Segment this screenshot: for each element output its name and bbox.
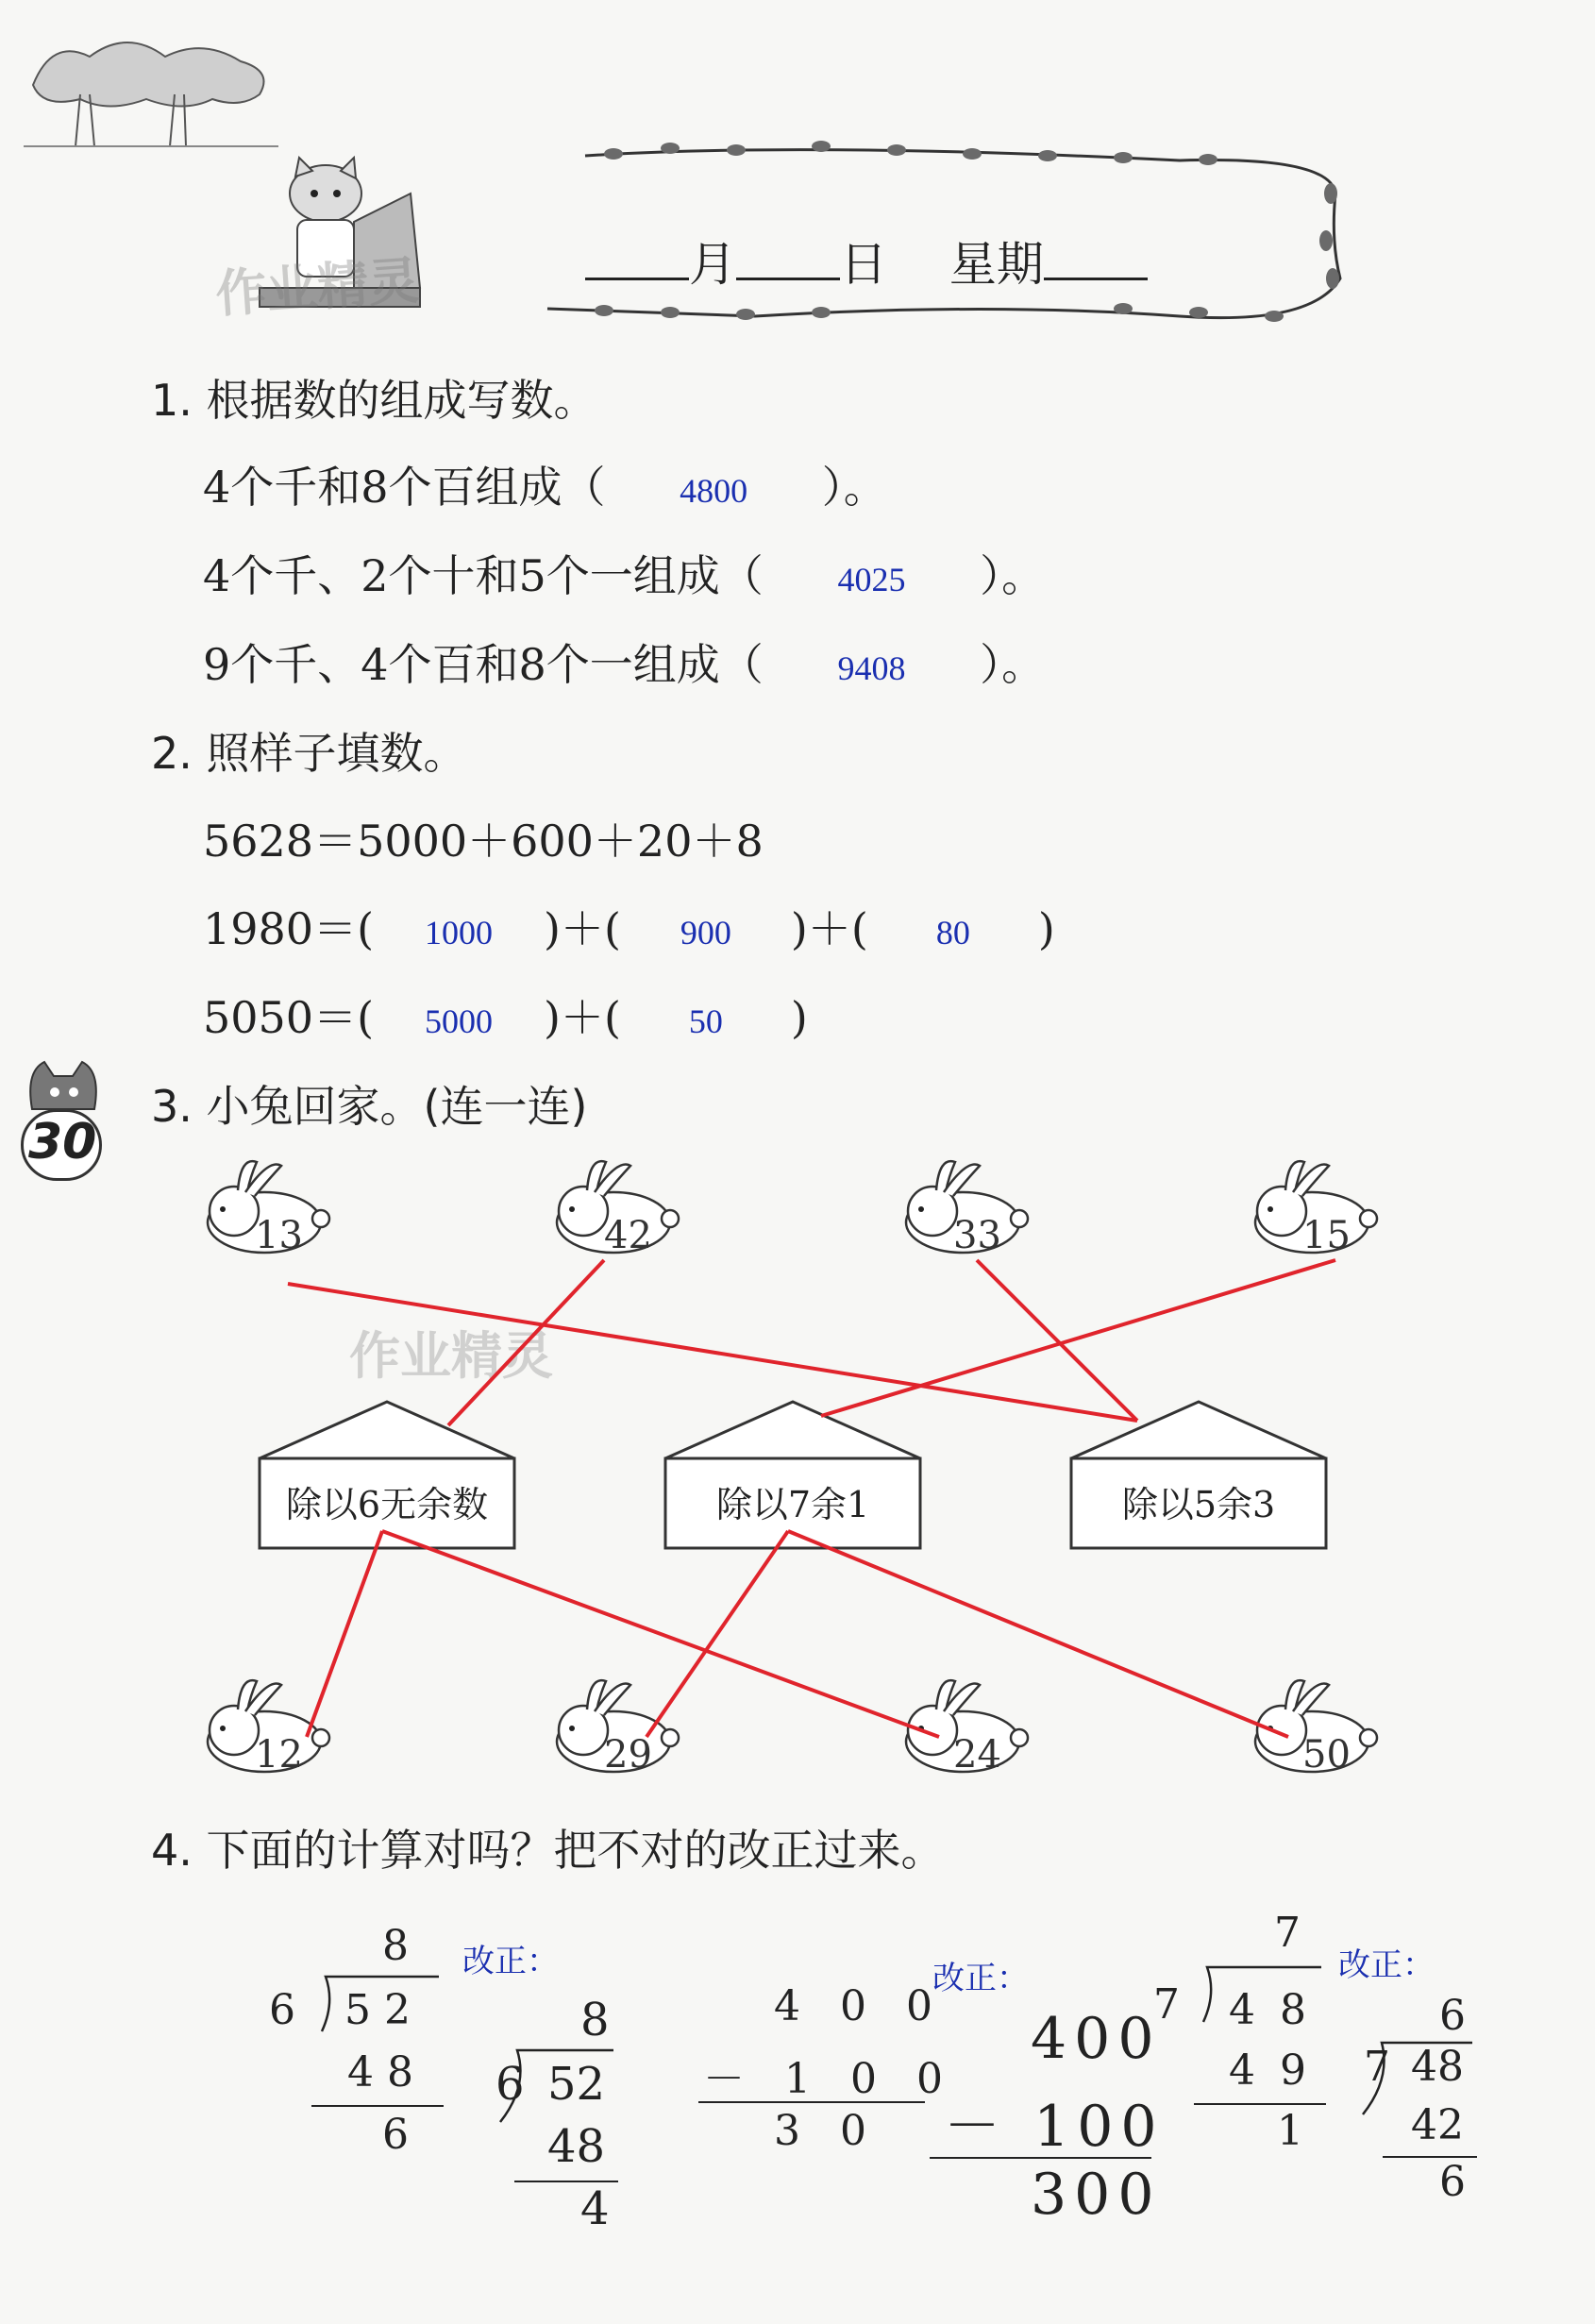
p2-result: 3 0 <box>774 2107 880 2155</box>
q4-title: 4. 下面的计算对吗？把不对的改正过来。 <box>151 1825 945 1876</box>
svg-text:12: 12 <box>255 1733 303 1777</box>
p1fix-divisor: 6 <box>495 2058 525 2111</box>
q1-line-1-text: 4个千和8个百组成（ <box>203 462 606 513</box>
q1-line-1 <box>203 453 887 515</box>
q1-line-2-text: 4个千、2个十和5个一组成（ <box>203 550 764 601</box>
q2-plus-2: )＋( <box>790 903 868 954</box>
svg-text:作业精灵: 作业精灵 <box>349 1326 553 1386</box>
q1-line-3 <box>203 631 1045 693</box>
month-label: 月 <box>689 237 736 292</box>
page-number: 30 <box>28 1114 97 1170</box>
q2-line-1 <box>203 895 1055 957</box>
day-label: 日 <box>840 237 887 292</box>
link-15-house-2 <box>821 1260 1335 1416</box>
p3-remainder: 1 <box>1277 2107 1303 2155</box>
p3fix-dividend: 48 <box>1411 2043 1464 2091</box>
q2-line-2-lhs: 5050＝( <box>203 992 375 1043</box>
q1-answer-2: 4025 <box>837 561 906 598</box>
top-rabbit-42 <box>557 1161 679 1257</box>
p3fix-quotient: 6 <box>1439 1992 1466 2040</box>
p1-dividend: 5 2 <box>344 1986 411 2034</box>
link-33-house-3 <box>977 1260 1137 1421</box>
house-1 <box>260 1402 514 1548</box>
house-2 <box>665 1402 920 1548</box>
link-house-1-24 <box>382 1531 939 1737</box>
date-line <box>585 227 1148 295</box>
watermark-mid <box>349 1326 553 1386</box>
link-house-2-50 <box>788 1531 1288 1737</box>
q1-line-1-end: ）。 <box>821 462 887 513</box>
p3-correction-label: 改正： <box>1338 1946 1435 1984</box>
top-rabbit-15 <box>1255 1161 1377 1257</box>
watermark: 作业精灵 <box>213 250 422 325</box>
q2-line-1-lhs: 1980＝( <box>203 903 375 954</box>
bottom-rabbit-50 <box>1255 1680 1377 1777</box>
q1-line-3-text: 9个千、4个百和8个一组成（ <box>203 639 764 690</box>
p3-line <box>1194 2103 1326 2105</box>
p1-quotient: 8 <box>382 1922 409 1970</box>
bottom-rabbit-29 <box>557 1680 679 1777</box>
p1-remainder: 6 <box>382 2111 409 2159</box>
q2-answer-4: 5000 <box>425 1002 494 1040</box>
month-blank <box>585 240 689 280</box>
bottom-rabbit-24 <box>906 1680 1028 1777</box>
svg-text:33: 33 <box>953 1214 1001 1257</box>
q1-line-2 <box>203 542 1045 604</box>
day-blank <box>736 240 840 280</box>
q2-answer-1: 1000 <box>425 914 494 951</box>
weekday-label: 星期 <box>949 237 1044 292</box>
p2-sub: － 1 0 0 <box>703 2055 956 2103</box>
p2-line <box>698 2101 925 2103</box>
p3-dividend: 4 8 <box>1229 1986 1312 2034</box>
q2-answer-5: 50 <box>688 1002 723 1040</box>
p3fix-product: 42 <box>1411 2101 1464 2149</box>
q2-line-2 <box>203 984 808 1046</box>
svg-text:13: 13 <box>255 1214 303 1257</box>
p2fix-line <box>930 2157 1151 2159</box>
q2-plus-3: )＋( <box>544 992 621 1043</box>
q3-title: 3. 小兔回家。(连一连) <box>151 1081 588 1132</box>
p3-divisor: 7 <box>1153 1980 1180 2029</box>
p1-divisor: 6 <box>269 1986 295 2034</box>
trees-illustration <box>24 28 278 151</box>
q1-answer-1: 4800 <box>680 472 748 510</box>
top-rabbit-33 <box>906 1161 1028 1257</box>
p2-top: 4 0 0 <box>774 1982 946 2030</box>
p3-product: 4 9 <box>1229 2046 1312 2095</box>
p3fix-remainder: 6 <box>1439 2158 1466 2206</box>
weekday-blank <box>1044 240 1148 280</box>
p1fix-dividend: 52 <box>547 2058 606 2111</box>
link-house-1-12 <box>307 1531 382 1737</box>
q2-answer-3: 80 <box>935 914 970 951</box>
svg-text:除以7余1: 除以7余1 <box>715 1484 870 1525</box>
p2fix-top: 400 <box>1031 2006 1162 2072</box>
p2fix-sub: － 100 <box>944 2094 1165 2160</box>
p1-line <box>311 2105 444 2107</box>
p3fix-divisor: 7 <box>1364 2043 1390 2091</box>
p2fix-result: 300 <box>1031 2162 1162 2228</box>
p1fix-product: 48 <box>547 2120 606 2173</box>
link-house-2-29 <box>646 1531 788 1737</box>
p1-product: 4 8 <box>347 2048 413 2097</box>
svg-text:除以5余3: 除以5余3 <box>1121 1484 1276 1525</box>
p1fix-remainder: 4 <box>580 2182 610 2235</box>
svg-text:42: 42 <box>604 1214 652 1257</box>
svg-text:24: 24 <box>953 1733 1001 1777</box>
q2-line-2-end: ) <box>790 992 808 1043</box>
q1-title: 1. 根据数的组成写数。 <box>151 375 597 426</box>
top-rabbit-13 <box>208 1161 329 1257</box>
p1-correction-label: 改正： <box>462 1943 559 1980</box>
q2-title: 2. 照样子填数。 <box>151 728 467 779</box>
q2-plus-1: )＋( <box>544 903 621 954</box>
svg-text:15: 15 <box>1302 1214 1351 1257</box>
q1-answer-3: 9408 <box>837 649 906 687</box>
svg-text:50: 50 <box>1302 1733 1351 1777</box>
svg-text:除以6无余数: 除以6无余数 <box>285 1484 489 1525</box>
p2-correction-label: 改正： <box>932 1960 1029 1997</box>
rabbit-matching-diagram <box>189 1152 1416 1794</box>
house-3 <box>1071 1402 1326 1548</box>
p3-quotient: 7 <box>1274 1909 1301 1957</box>
q1-line-3-end: ）。 <box>980 639 1046 690</box>
q2-example: 5628＝5000＋600＋20＋8 <box>203 816 764 867</box>
q1-line-2-end: ）。 <box>980 550 1046 601</box>
q2-answer-2: 900 <box>680 914 731 951</box>
q2-line-1-end: ) <box>1037 903 1055 954</box>
p1fix-quotient: 8 <box>580 1994 610 2046</box>
svg-text:29: 29 <box>604 1733 652 1777</box>
